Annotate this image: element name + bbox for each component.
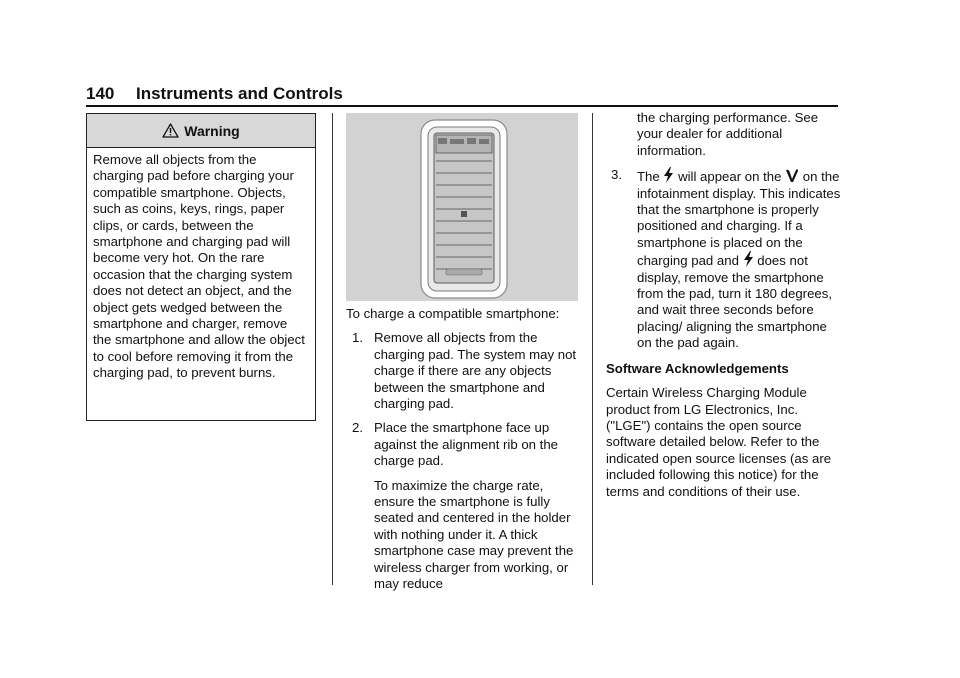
step-number: 1.: [352, 330, 363, 346]
column-divider-right: [592, 113, 593, 585]
step-text: Remove all objects from the charging pad. The system may not charge if there are any objects between the smartphone and charging pad.: [374, 330, 577, 412]
right-column: [606, 110, 842, 500]
page-header: [86, 84, 343, 104]
column-divider-left: [332, 113, 333, 585]
warning-text: Remove all objects from the charging pad before charging your compatible smartphone. Objects, such as coins, keys, rings, paper clips, or cards, between the smartphone and charging pad will become very hot. On the rare occasion that the charging system does not detect an object, and the object gets wedged between the smartphone and charger, remove the smartphone and allow the object to cool before removing it from the charging pad, to prevent burns.: [93, 152, 305, 381]
step-3-text-c: on the infotainment display. This indicates that the smartphone is properly positioned and charging. If a smartphone is placed on the charging pad and: [637, 169, 841, 269]
section-title: Instruments and Controls: [136, 84, 343, 103]
warning-header: [87, 114, 315, 148]
instruction-step-3: [606, 167, 842, 351]
continued-text: the charging performance. See your dealer for additional information.: [637, 110, 819, 158]
page-number: 140: [86, 84, 115, 103]
step-number: 2.: [352, 420, 363, 436]
lightning-bolt-icon: [743, 251, 754, 267]
software-acknowledgements-heading: Software Acknowledgements: [606, 360, 789, 376]
step-3-text-b: will appear on the: [678, 169, 782, 185]
warning-title: Warning: [184, 122, 240, 139]
header-rule: [86, 105, 838, 107]
instructions-intro: To charge a compatible smartphone:: [346, 306, 560, 321]
charging-pad-drawing: [346, 113, 578, 301]
instruction-step-1: [346, 330, 581, 412]
charging-pad-illustration: [346, 113, 578, 301]
step-number: 3.: [611, 167, 622, 183]
warning-box: [86, 113, 316, 421]
step-3-text-d: does not display, remove the smartphone from the pad, turn it 180 degrees, and wait three seconds before placing/ aligning the smartphone on the pad again.: [637, 253, 832, 351]
step-3-text-a: The: [637, 169, 660, 185]
lightning-bolt-icon: [663, 167, 674, 183]
software-acknowledgements-text: Certain Wireless Charging Module product from LG Electronics, Inc. ("LGE") contains the open source software detailed below. Refer to the indicated open source licenses (as are included following this notice) for the terms and conditions of their use.: [606, 385, 832, 499]
step-2-note: To maximize the charge rate, ensure the smartphone is fully seated and centered in the holder with nothing under it. A thick smartphone case may prevent the wireless charger from working, or may reduce: [374, 477, 574, 592]
vehicle-v-icon: [785, 168, 799, 183]
instruction-step-2: [346, 420, 581, 592]
charging-instructions: [346, 306, 581, 593]
step-text: Place the smartphone face up against the alignment rib on the charge pad.: [374, 420, 559, 469]
warning-triangle-icon: [162, 123, 179, 138]
